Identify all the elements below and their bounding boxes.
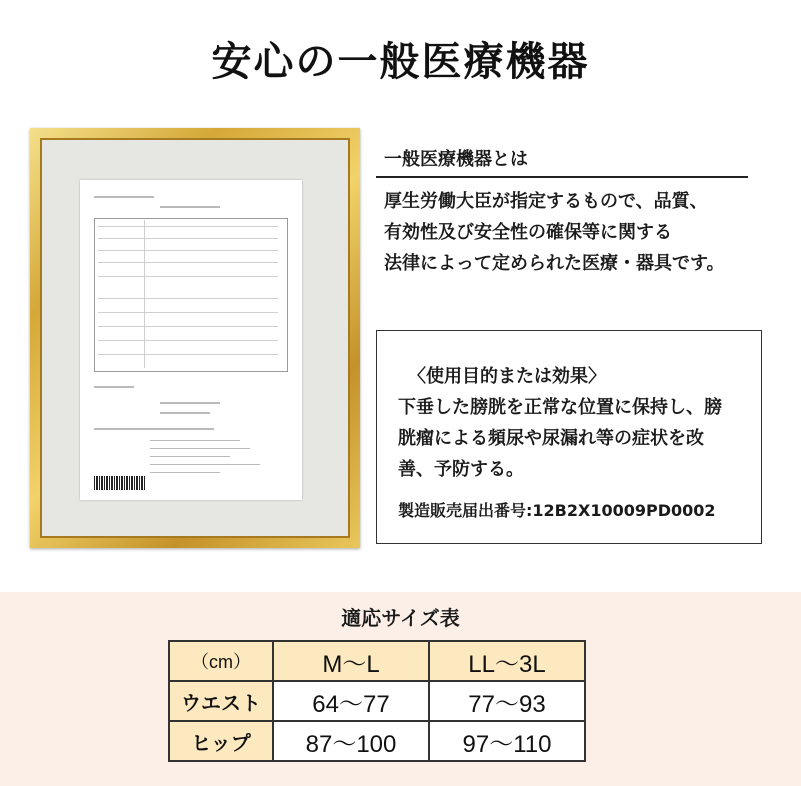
purpose-text (398, 392, 754, 485)
size-table-header-row (169, 641, 585, 681)
table-cell: 87〜100 (273, 721, 429, 761)
purpose-line: 胱瘤による頻尿や尿漏れ等の症状を改 (398, 428, 704, 449)
size-table (168, 640, 586, 762)
table-cell: 77〜93 (429, 681, 585, 721)
divider (376, 176, 748, 178)
row-label-hip: ヒップ (169, 721, 273, 761)
definition-heading: 一般医療機器とは (384, 149, 528, 170)
purpose-line: 下垂した膀胱を正常な位置に保持し、膀 (398, 397, 722, 418)
certificate-document-image (80, 180, 302, 500)
frame-mat (40, 138, 350, 538)
barcode-icon (94, 476, 146, 490)
purpose-heading: 〈使用目的または効果〉 (408, 366, 606, 387)
certificate-frame (30, 128, 360, 548)
table-row (169, 681, 585, 721)
table-cell: 97〜110 (429, 721, 585, 761)
table-cell: 64〜77 (273, 681, 429, 721)
unit-cell: （cm） (169, 641, 273, 681)
definition-text (384, 186, 764, 279)
size-table-title: 適応サイズ表 (341, 606, 460, 630)
definition-line: 法律によって定められた医療・器具です。 (384, 253, 725, 274)
row-label-waist: ウエスト (169, 681, 273, 721)
table-row (169, 721, 585, 761)
column-header-m-l: M〜L (273, 641, 429, 681)
registration-number: 製造販売届出番号:12B2X10009PD0002 (398, 501, 716, 520)
definition-line: 有効性及び安全性の確保等に関する (384, 222, 672, 243)
definition-line: 厚生労働大臣が指定するもので、品質、 (384, 191, 708, 212)
page-title: 安心の一般医療機器 (211, 38, 590, 85)
column-header-ll-3l: LL〜3L (429, 641, 585, 681)
purpose-line: 善、予防する。 (398, 459, 524, 480)
